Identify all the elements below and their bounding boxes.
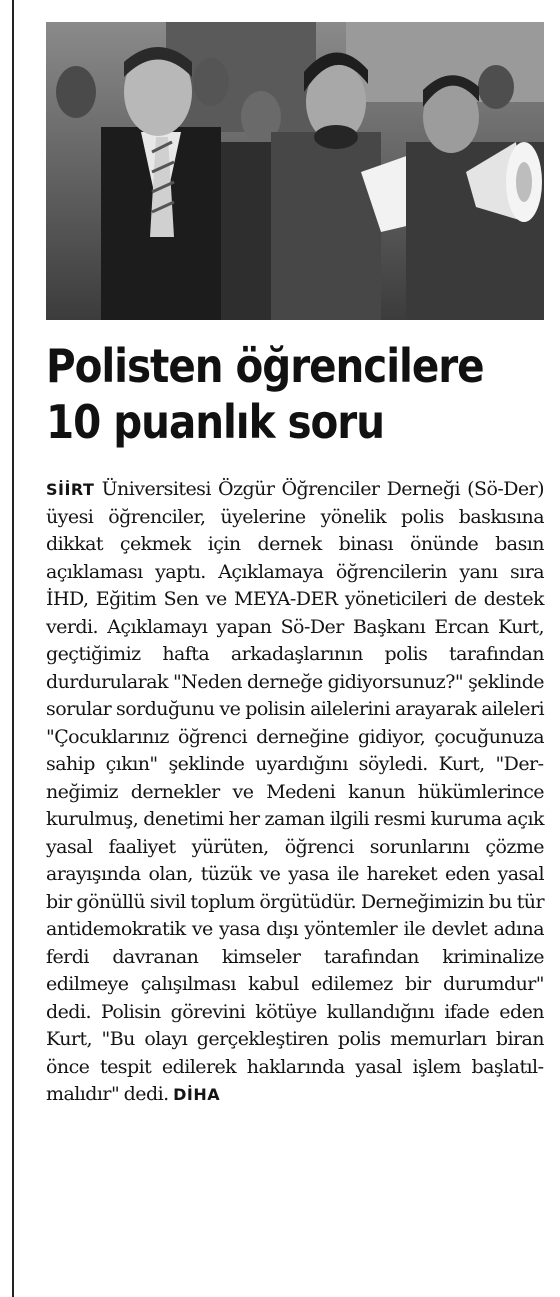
article-body-text: Üniversitesi Özgür Öğrenciler Derneği (Sö-Der) üyesi öğrenciler, üyelerine yönelik polis baskısına dikkat çekmek için dernek binası önünde basın açıklaması yaptı. Açıklamaya öğrencilerin yanı sıra İHD, Eğitim Sen ve MEYA-DER yöneticileri de destek verdi. Açıklamayı yapan Sö-Der Başkanı Ercan Kurt, geçtiğimiz hafta arkadaşlarının polis tarafından durdurularak "Neden derneğe gidiyorsunuz?" şeklinde sorular sorduğunu ve polisin ailelerini arayarak aileleri "Çocuklarınız öğrenci derneğine gidiyor, çocuğunuza sahip çıkın" şeklinde uyardığını söyledi. Kurt, "Derneğimiz dernekler ve Medeni kanun hükümlerince kurulmuş, denetimi her zaman ilgili resmi kuruma açık yasal faaliyet yürüten, öğrenci sorunlarını çözme arayışında olan, tüzük ve yasa ile hareket eden yasal bir gönüllü sivil toplum örgütüdür. Derneğimizin bu tür antidemokratik ve yasa dışı yöntemler ile devlet adına ferdi davranan kimseler tarafından kriminalize edilmeye çalışılması kabul edilemez bir durumdur" dedi. Polisin görevini kötüye kullandığını ifade eden Kurt, "Bu olayı gerçekleştiren polis memurları biran önce tespit edilerek haklarında yasal işlem başlatılmalıdır" dedi. <box>46 478 544 1105</box>
article-signoff: DİHA <box>173 1085 221 1104</box>
article-headline <box>46 338 486 450</box>
article-dateline: SİİRT <box>46 480 95 499</box>
column-rule <box>12 0 14 1297</box>
headline-line-1: Polisten öğrencilere <box>46 339 484 393</box>
news-photo <box>46 22 544 320</box>
headline-line-2: 10 puanlık soru <box>46 395 384 449</box>
article-body <box>46 476 544 1109</box>
